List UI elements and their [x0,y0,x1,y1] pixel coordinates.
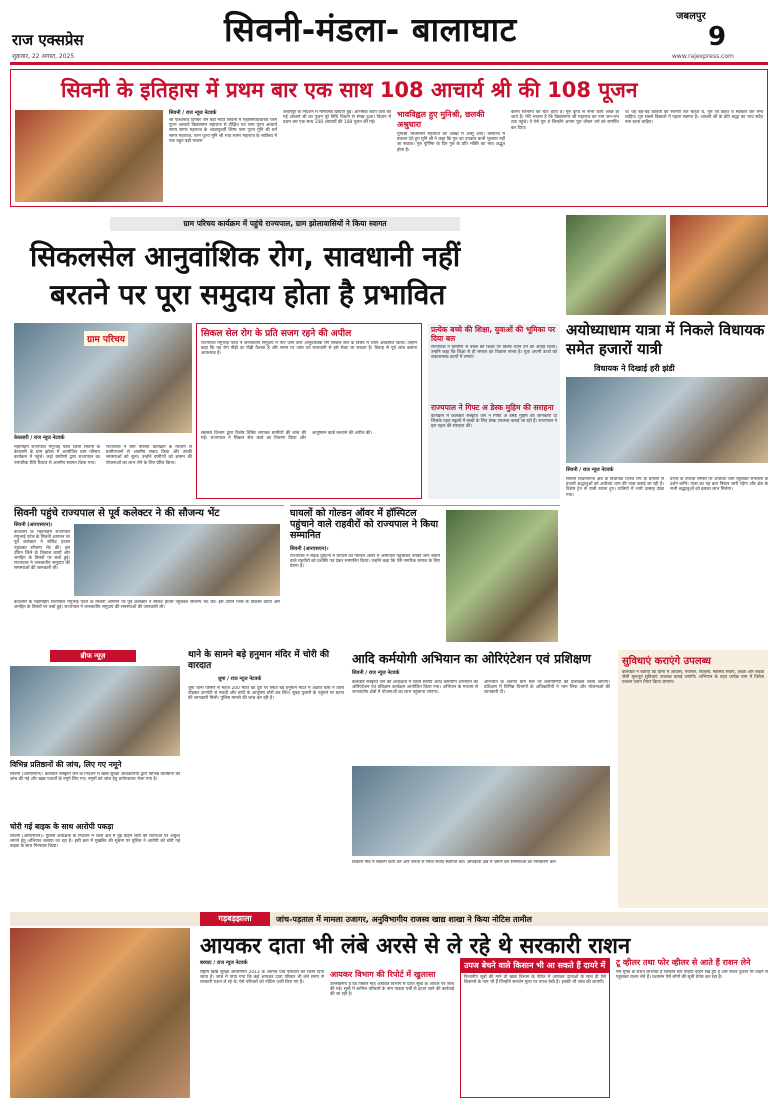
ration-subhead: आयकर विभाग की रिपोर्ट में खुलासा [330,970,436,979]
gift-desk-subhead: राज्यपाल ने गिफ्ट अ डेस्क मुहिम की सराहना [431,403,554,412]
ayodhya-headline: अयोध्याधाम यात्रा में निकले विधायक समेत हजारों यात्री [566,321,765,358]
ration-headline: आयकर दाता भी लंबे अरसे से ले रहे थे सरकारी राशन [200,934,631,959]
main-photo-caption: केवलारी / राज न्यूज नेटवर्क [14,435,192,441]
brief-item-2-text: सिवनी (आरएसएन)। पुलिस अधीक्षक के निर्देशन में थाना क्षेत्र में हुई वाहन चोरी की घटनाओं पर अंकुश लगाने हेतु अभियान चलाया जा रहा है। इसी क्रम में मुखबिर की सूचना पर पुलिस ने आरोपी को चोरी गई बाइक के साथ गिरफ्तार किया। [10,834,180,850]
former-collector-headline: सिवनी पहुंचे राज्यपाल से पूर्व कलेक्टर ने की सौजन्य भेंट [14,508,220,519]
education-subhead: प्रत्येक बच्चे की शिक्षा, युवाओं की भूमिका पर दिया बल [431,325,556,343]
main-col-1: महामहिम राज्यपाल मंगुभाई पटेल जिला सिवनी के केवलारी के ग्राम झोला में आयोजित ग्राम परिचय कार्यक्रम में पहुंचे। जहां ग्रामीणों द्वारा राज्यपाल का पारंपरिक रीति रिवाज से आत्मीय स्वागत किया गया। [14,445,100,466]
top-story-text-3: मुनिश्री भावसागर महाराज की आंखों में आंसू आए। धर्मसभा में प्रवचन देते हुए मुनि श्री ने कहा कि गुरु का उपकार कभी भुलाया नहीं जा सकता। गुरु पूर्णिमा के दिन गुरु के प्रति भक्ति का भाव अद्भुत होता है। [397,132,505,153]
ayodhya-story [566,211,768,646]
main-story-photo [14,323,192,433]
brief-news-label: ब्रीफ न्यूज़ [50,650,136,662]
ration-kicker-tag: गड़बड़झाला [200,912,270,926]
website: www.rajexpress.com [672,53,734,60]
ration-story [10,912,768,1102]
rahveer-story [290,505,560,645]
brief-news [10,650,182,908]
vehicle-text: ऐसे मुफ्त के राशन लाभार्थी हैं जिन्होंने चार पहिया वाहन रखे हुए हैं और राशन दुकान पर वाहन से पहुंचकर राशन लेते हैं। प्रशासन ऐसे लोगों की सूची तैयार कर रहा है। [616,970,768,981]
former-collector-text: केवलारी के महामहिम राज्यपाल मंगुभाई पटेल के सिवनी आगमन पर पूर्व कलेक्टर ने सर्किट हाउस पहुंचकर सौजन्य भेंट की। इस दौरान जिले के विकास कार्यों और जनहित के विषयों पर चर्चा हुई। राज्यपाल ने जनजातीय समुदाय की समस्याओं की जानकारी ली। [14,600,280,611]
ration-photo [10,928,190,1098]
page-title: सिवनी-मंडला- बालाघाट [224,10,517,49]
ration-text-2: उल्लेखनीय है कि पिछले माह आयकर विभाग से प्राप्त सूची के आधार पर जांच की गई। सूची में शामिल परिवारों के नाम पात्रता पर्ची से हटाए जाने की कार्रवाई की जा रही है। [330,982,454,998]
ayodhya-photo-1 [566,215,666,315]
farmer-box-headline: उपज बेचने वाले किसान भी आ सकते हैं दायरे में [461,959,609,973]
main-story [10,211,562,646]
ayodhya-photo-3 [566,377,768,463]
main-col-4: स्वास्थ्य विभाग द्वारा विशेष शिविर लगाकर ग्रामीणों की जांच की गई। राज्यपाल ने सिकल सेल कार्ड का वितरण किया और आयुष्मान कार्ड बनवाने की अपील की। [201,431,373,442]
karmayogi-byline: सिवनी / राज न्यूज नेटवर्क [352,670,400,676]
main-story-kicker: ग्राम परिचय कार्यक्रम में पहुंचे राज्यपाल, ग्राम झोलावासियों ने किया स्वागत [110,217,460,231]
former-collector-photo [74,524,280,596]
karmayogi-text-1: कलेक्टर संस्कृति जैन की अध्यक्षता में जिला स्तरीय आदि कर्मयोगी अभियान का ओरिएंटेशन एवं प्रशिक्षण कार्यक्रम आयोजित किया गया। अभियान के माध्यम से जनजातीय क्षेत्रों में योजनाओं का लाभ पहुंचाया जाएगा। [352,680,478,696]
sicklecell-subhead: सिकल सेल रोग के प्रति सजग रहने की अपील [201,329,352,339]
farmer-box [460,958,610,1098]
education-text: राज्यपाल ने ग्रामीणों से बच्चों की शिक्षा पर विशेष ध्यान देने का आग्रह किया। उन्होंने कहा कि शिक्षा से ही समाज का विकास संभव है। युवा अपनी ऊर्जा को सकारात्मक कार्यों में लगाएं। [431,345,557,361]
ayodhya-byline: सिवनी / राज न्यूज नेटवर्क [566,467,614,473]
gift-desk-text: कार्यक्रम में कलेक्टर संस्कृति जैन ने गिफ्ट अ डेस्क मुहिम की जानकारी दी जिसके तहत स्कूलों में बच्चों के लिए डेस्क उपलब्ध कराई जा रही हैं। राज्यपाल ने इस पहल की सराहना की। [431,414,557,430]
vehicle-headline: टू व्हीलर तथा फोर व्हीलर से आते हैं राशन लेने [616,958,751,967]
top-story-subhead: भावविह्वल हुए मुनिश्री, छलकी अश्रुधारा [397,110,485,129]
main-headline-line-1: सिकलसेल आनुवांशिक रोग, सावधानी नहीं [30,240,461,273]
ayodhya-text-1: सिवनी विधानसभा क्षेत्र के विधायक दिनेश राय के प्रयासों से हजारों श्रद्धालुओं को अयोध्या धाम की यात्रा कराई जा रही है। विशेष ट्रेन से यात्री रवाना हुए। यात्रियों में भारी उत्साह देखा गया। [566,477,664,498]
vehicle-story [616,958,768,1098]
rahveer-headline: घायलों को गोल्डन ऑवर में हॉस्पिटल पहुंचाने वाले राहवीरों को राज्यपाल ने किया सम्मानित [290,508,439,541]
rahveer-byline: सिवनी (आरएसएन)। [290,546,329,552]
page-number: 9 [708,22,727,52]
temple-theft-headline: थाने के सामने बड़े हनुमान मंदिर में चोरी की वारदात [188,650,330,671]
main-headline-line-2: बरतने पर पूरा समुदाय होता है प्रभावित [50,278,446,311]
facilities-box [618,650,768,908]
karmayogi-text-2: अभियान के अंतर्गत ग्राम स्तर पर कर्मयोगियों को प्रशिक्षित किया जाएगा। प्रशिक्षण में विभिन्न विभागों के अधिकारियों ने भाग लिया और योजनाओं की जानकारी दी। [484,680,610,696]
facilities-headline: सुविधाएं कराएंगे उपलब्ध [622,656,711,667]
top-story-text-5: थे। वह बड़े-बड़े कवियों की रचनाएं लेते चाहते थे, गुरु जी कहते थे स्वीकार कर लेना चाहिए। गुरु सबसे विद्यालों में पहला स्वागत है। आचार्य श्री के प्रति श्रद्धा का भाव सदैव बना रहना चाहिए। [625,110,763,126]
ayodhya-text-2: प्रभार के उपरांत समस्त पर अयोध्या धाम पहुंचकर रामलला के दर्शन करेंगे। यात्रा का यह क्रम निरंतर जारी रहेगा और क्षेत्र के सभी श्रद्धालुओं को इसका लाभ मिलेगा। [670,477,768,493]
main-col-2: राज्यपाल ने ग्राम परिचय कार्यक्रम के माध्यम से ग्रामीणजनों से आत्मीय संवाद किया और उनकी समस्याओं को सुना। उन्होंने ग्रामीणों को शासन की योजनाओं का लाभ लेने के लिए प्रेरित किया। [106,445,192,466]
temple-theft-byline: धूमा / राज न्यूज नेटवर्क [218,676,262,682]
top-story-text-1: श्री पार्श्वनाथ दिगंबर जैन बड़ा मंदिर सिवनी में महासमाधिधारक परम पूज्य आचार्य विद्यासागर महाराज से दीक्षित एवं परम पूज्य आचार्य समय सागर महाराज के आज्ञानुवर्ती शिष्य परम पूज्य मुनि श्री धर्म सागर महाराज, परम पूज्य मुनि श्री भाव सागर महाराज के सान्निध्य में एक बहुत बड़ी भावना [169,118,277,144]
top-story-text-4: करना सौभाग्य की बात होती है। गुरु कृपा से सभी कार्य अच्छे हो जाते हैं। मेरी भावना है कि विद्यासागर जी महाराज का नाम जन-जन तक पहुंचे। वे ऐसे गुरु थे जिन्होंने अपना पूरा जीवन धर्म को समर्पित कर दिया। [511,110,619,131]
masthead-rule [10,62,768,65]
brief-item-1-text: सिवनी (आरएसएन)। कलेक्टर संस्कृति जैन के निर्देशन में खाद्य सुरक्षा अधिकारियों द्वारा विभिन्न प्रतिष्ठानों की जांच की गई और खाद्य पदार्थों के नमूने लिए गए। नमूनों को जांच हेतु प्रयोगशाला भेजा गया है। [10,772,180,783]
brief-item-2-headline: चोरी गई बाइक के साथ आरोपी पकड़ा [10,822,114,831]
karmayogi-photo [352,766,610,856]
brief-photo [10,666,180,756]
rahveer-text: राज्यपाल ने सड़क दुर्घटना में घायलों को गोल्डन ऑवर में अस्पताल पहुंचाकर उनकी जान बचाने वाले राहवीरों को प्रशस्ति पत्र देकर सम्मानित किया। उन्होंने कहा कि ऐसे नागरिक समाज के लिए प्रेरणा हैं। [290,554,440,570]
top-story-photo [15,110,163,202]
photo-banner: ग्राम परिचय [84,331,128,346]
former-collector-story [14,505,284,645]
rahveer-photo [446,510,558,642]
ayodhya-subhead: विधायक ने दिखाई हरी झंडी [594,364,675,373]
karmayogi-caption-text: विकास मोड में संकल्प कार्य करें और जनता से सीधा संवाद स्थापित करें। अधिकारी क्षेत्र में भ्रमण कर समस्याओं का निराकरण करें। [352,860,557,865]
former-collector-lead: केवलारी के महामहिम राज्यपाल मंगुभाई पटेल के सिवनी आगमन पर पूर्व कलेक्टर ने सर्किट हाउस पहुंचकर सौजन्य भेंट की। इस दौरान जिले के विकास कार्यों और जनहित के विषयों पर चर्चा हुई। राज्यपाल ने जनजातीय समुदाय की समस्याओं की जानकारी ली। [14,530,70,572]
farmer-box-text: विभागीय सूत्रों की माने तो खाद्य विभाग के पोर्टल में आयकर दाताओं के साथ ही ऐसे किसानों के नाम भी हैं जिन्होंने समर्थन मूल्य पर उपज बेची है। इनकी भी जांच की जाएगी। [464,975,606,986]
top-story-text-2: जबलपुर के निर्देशन में मांगलिक क्रियाएं हुई। अभिषेक शांति धारा की गई आचार्य श्री का पूजन पूरे विधि विधान से संपन्न हुआ। विधान में प्रथम बार एक साथ 108 आचार्यों की 108 पूजन की गई। [283,110,391,126]
top-story [10,69,768,207]
temple-theft-story [188,650,346,908]
brand-logo: राज एक्सप्रेस [12,31,84,49]
temple-theft-text: धूमा थाना परिसर से महज 200 मीटर की दूरी पर स्थित बड़े हनुमान मंदिर में अज्ञात चोरों ने ताला तोड़कर दानपेटी से नकदी और चांदी के आभूषण चोरी कर लिए। सुबह पुजारी के पहुंचने पर घटना की जानकारी मिली। पुलिस मामले की जांच कर रही है। [188,686,344,702]
main-col-3: राज्यपाल मंगुभाई पटेल ने जनजातीय समुदाय में पाए जाने वाले आनुवांशिक रोग सिकल सेल के विषय में ध्यान आकर्षित किया। उन्होंने कहा कि यह रोग पीढ़ी दर पीढ़ी फैलता है और समय पर जांच एवं सावधानी से इसे रोका जा सकता है। विवाह से पूर्व जांच कराना आवश्यक है। [201,341,417,357]
education-sidebar [428,323,560,499]
ration-text-1: राष्ट्रीय खाद्य सुरक्षा अधिनियम 2013 के अंतर्गत पात्र परिवारों को राशन दिया जाता है। जांच में पाया गया कि कई आयकर दाता परिवार भी लंबे समय से सरकारी राशन ले रहे थे। ऐसे परिवारों को नोटिस जारी किए गए हैं। [200,970,324,986]
ayodhya-photo-2 [670,215,768,315]
top-story-headline: सिवनी के इतिहास में प्रथम बार एक साथ 108 आचार्य श्री की 108 पूजन [61,78,638,102]
ration-byline: बरघाट / राज न्यूज नेटवर्क [200,960,248,966]
brief-item-1-headline: विभिन्न प्रतिष्ठानों की जांच, लिए गए नमूने [10,760,122,769]
facilities-text: कलेक्टर ने बताया कि ग्रामों में आवास, पेयजल, बिजली, स्वास्थ्य सेवाएं, शिक्षा और सड़क जैसी मूलभूत सुविधाएं उपलब्ध कराई जाएंगी। अभियान के तहत प्रत्येक ग्राम में विलेज एक्शन प्लान तैयार किया जाएगा। [622,670,764,686]
karmayogi-headline: आदि कर्मयोगी अभियान का ओरिएंटेशन एवं प्रशिक्षण [352,651,591,666]
edition-city: जबलपुर [676,11,706,22]
ration-kicker: जांच-पड़ताल में मामला उजागर, अनुविभागीय राजस्व खाद्य शाखा ने किया नोटिस तामील [276,915,532,924]
karmayogi-story [352,650,612,908]
issue-date: शुक्रवार, 22 अगस्त, 2025 [12,53,75,60]
sicklecell-box [196,323,422,499]
top-story-byline: सिवनी / राज न्यूज नेटवर्क [169,110,277,116]
former-collector-byline: सिवनी (आरएसएन)। [14,522,53,528]
